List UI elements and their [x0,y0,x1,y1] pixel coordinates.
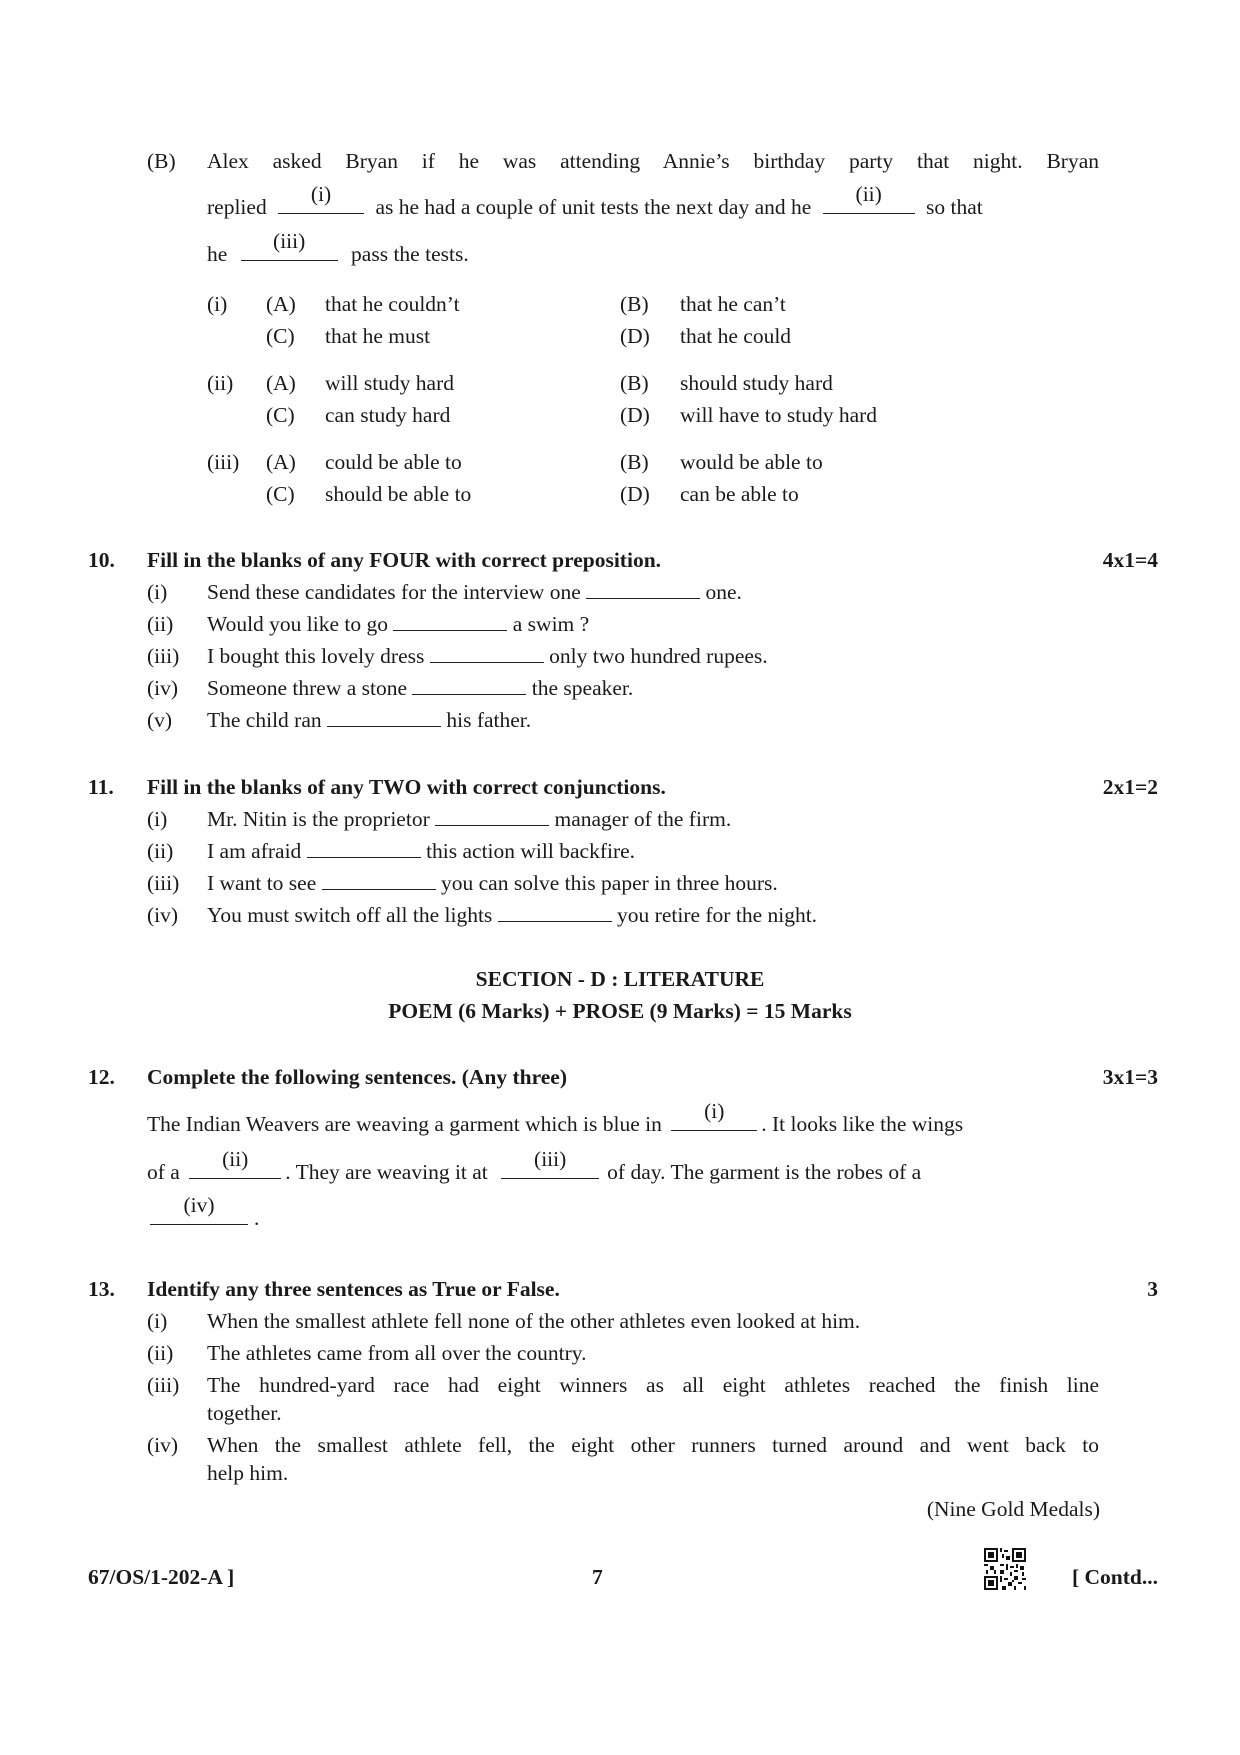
q11-marks: 2x1=2 [1102,775,1158,799]
q11-item-1-a: Mr. Nitin is the proprietor [207,807,430,831]
q9b-opt1-d: (D) [620,324,650,348]
q10-item-4 [207,675,633,701]
q11-item-3-num: (iii) [147,871,180,895]
q9b-opt2-d-text: will have to study hard [680,403,878,427]
q13-item-2: The athletes came from all over the country. [207,1341,587,1365]
q13-item-3-num: (iii) [147,1373,180,1397]
q9b-opt3-b: (B) [620,450,649,474]
q9b-line2 [207,182,983,220]
q12-line1 [147,1099,964,1137]
q9b-opt3-a: (A) [266,450,296,474]
q10-number: 10. [88,548,115,572]
q12-line1-a: The Indian Weavers are weaving a garment which is blue in [147,1112,662,1136]
q12-blank-ii-label: (ii) [222,1147,249,1171]
q13-item-3-line2: together. [207,1401,282,1425]
q11-item-1-num: (i) [147,807,168,831]
qr-code-icon [984,1548,1026,1590]
paper-code: 67/OS/1-202-A ] [88,1565,235,1589]
q10-item-4-blank [412,676,526,695]
q10-item-3-b: only two hundred rupees. [549,644,768,668]
q12-title: Complete the following sentences. (Any three) [147,1065,567,1089]
section-subtitle: POEM (6 Marks) + PROSE (9 Marks) = 15 Marks [388,999,852,1023]
q9b-opt3-d: (D) [620,482,650,506]
q11-item-4-blank [498,903,612,922]
q9b-blank-ii-label: (ii) [855,182,882,206]
q10-item-1-blank [586,580,700,599]
q10-item-2-num: (ii) [147,612,174,636]
q12-blank-i-label: (i) [704,1099,725,1123]
q12-line1-b: . It looks like the wings [761,1112,964,1136]
q12-line2 [147,1147,922,1185]
q12-blank-iii [501,1147,599,1179]
q12-number: 12. [88,1065,115,1089]
q13-item-4-line1: When the smallest athlete fell, the eight other runners turned around and went back to [207,1433,1099,1457]
q13-item-1-num: (i) [147,1309,168,1333]
q9b-opt1-b: (B) [620,292,649,316]
q10-item-3-num: (iii) [147,644,180,668]
q10-item-5-num: (v) [147,708,173,732]
q9b-blank-i-label: (i) [310,182,332,206]
q12-blank-iii-label: (iii) [534,1147,567,1171]
q9b-opt2-b: (B) [620,371,649,395]
q10-item-5-blank [327,708,441,727]
q12-blank-ii [189,1147,281,1179]
q13-source: (Nine Gold Medals) [926,1497,1100,1521]
q11-item-2 [207,838,635,864]
q9b-line1: Alex asked Bryan if he was attending Annie’s birthday party that night. Bryan [207,149,1099,173]
q12-line3 [150,1193,260,1231]
q9b-opt3-d-text: can be able to [680,482,799,506]
q9b-line3 [207,229,469,267]
q11-item-2-blank [307,839,421,858]
q12-blank-i [671,1099,757,1131]
q11-item-3-blank [322,871,436,890]
q10-item-5 [207,707,531,733]
q10-item-2-a: Would you like to go [207,612,389,636]
q9b-opt1-c: (C) [266,324,295,348]
q9b-label: (B) [147,149,176,173]
q10-title: Fill in the blanks of any FOUR with correct preposition. [147,548,662,572]
q9b-blank-iii [241,229,338,261]
page-number: 7 [592,1565,603,1589]
q13-item-4-line2: help him. [207,1461,289,1485]
q11-item-2-a: I am afraid [207,839,302,863]
q10-item-1 [207,579,742,605]
q11-item-4 [207,902,817,928]
q10-item-4-num: (iv) [147,676,179,700]
q12-line2-b: . They are weaving it at [285,1160,488,1184]
q10-item-2-b: a swim ? [512,612,590,636]
q9b-line2-c: so that [926,195,983,219]
q9b-blank-iii-label: (iii) [273,229,306,253]
q11-item-1 [207,806,731,832]
q9b-opt2-a: (A) [266,371,296,395]
q13-title: Identify any three sentences as True or False. [147,1277,560,1301]
q9b-opt1-num: (i) [207,292,228,316]
q13-item-3-line1: The hundred-yard race had eight winners as all eight athletes reached the finish line [207,1373,1099,1397]
q9b-line3-a: he [207,242,228,266]
q13-item-2-num: (ii) [147,1341,174,1365]
q11-item-4-a: You must switch off all the lights [207,903,493,927]
q10-item-5-b: his father. [446,708,532,732]
q9b-opt3-c-text: should be able to [325,482,472,506]
q13-marks: 3 [1147,1277,1158,1301]
q9b-opt3-b-text: would be able to [680,450,823,474]
q9b-opt1-c-text: that he must [325,324,431,348]
q13-item-1: When the smallest athlete fell none of the other athletes even looked at him. [207,1309,861,1333]
section-title: SECTION - D : LITERATURE [475,967,765,991]
q9b-opt2-num: (ii) [207,371,234,395]
q10-item-3 [207,643,768,669]
q11-item-1-blank [435,807,549,826]
q12-marks: 3x1=3 [1102,1065,1158,1089]
q10-item-1-num: (i) [147,580,168,604]
q11-title: Fill in the blanks of any TWO with correct conjunctions. [147,775,666,799]
q10-marks: 4x1=4 [1102,548,1158,572]
q10-item-3-a: I bought this lovely dress [207,644,425,668]
q11-item-2-num: (ii) [147,839,174,863]
q10-item-5-a: The child ran [207,708,322,732]
q9b-opt3-c: (C) [266,482,295,506]
q10-item-4-a: Someone threw a stone [207,676,408,700]
q10-item-1-a: Send these candidates for the interview one [207,580,581,604]
q9b-line2-a: replied [207,195,267,219]
q9b-opt1-d-text: that he could [680,324,792,348]
q9b-blank-i [278,182,364,214]
q11-item-4-num: (iv) [147,903,179,927]
q11-item-3-a: I want to see [207,871,317,895]
q11-item-3-b: you can solve this paper in three hours. [441,871,778,895]
q13-item-4-num: (iv) [147,1433,179,1457]
q9b-blank-ii [823,182,915,214]
q9b-opt1-a: (A) [266,292,296,316]
q13-number: 13. [88,1277,115,1301]
q10-item-2-blank [393,612,507,631]
q10-item-4-b: the speaker. [531,676,634,700]
q11-item-4-b: you retire for the night. [617,903,818,927]
q12-blank-iv [150,1193,248,1225]
q9b-line3-b: pass the tests. [351,242,469,266]
q9b-opt2-d: (D) [620,403,650,427]
q9b-opt3-a-text: could be able to [325,450,462,474]
q9b-opt1-b-text: that he can’t [680,292,786,316]
q9b-opt2-c-text: can study hard [325,403,451,427]
q9b-opt3-num: (iii) [207,450,240,474]
q12-line2-a: of a [147,1160,180,1184]
q12-blank-iv-label: (iv) [183,1193,215,1217]
q10-item-3-blank [430,644,544,663]
q10-item-1-b: one. [705,580,742,604]
q11-item-3 [207,870,778,896]
q12-line3-end: . [254,1206,260,1230]
contd-label: [ Contd... [1071,1565,1158,1589]
q11-item-1-b: manager of the firm. [554,807,732,831]
q10-item-2 [207,611,589,637]
q9b-line2-b: as he had a couple of unit tests the next day and he [375,195,812,219]
q9b-opt1-a-text: that he couldn’t [325,292,460,316]
q11-number: 11. [88,775,114,799]
q12-line2-c: of day. The garment is the robes of a [607,1160,922,1184]
q9b-opt2-a-text: will study hard [325,371,454,395]
q11-item-2-b: this action will backfire. [426,839,636,863]
q9b-opt2-c: (C) [266,403,295,427]
q9b-opt2-b-text: should study hard [680,371,833,395]
